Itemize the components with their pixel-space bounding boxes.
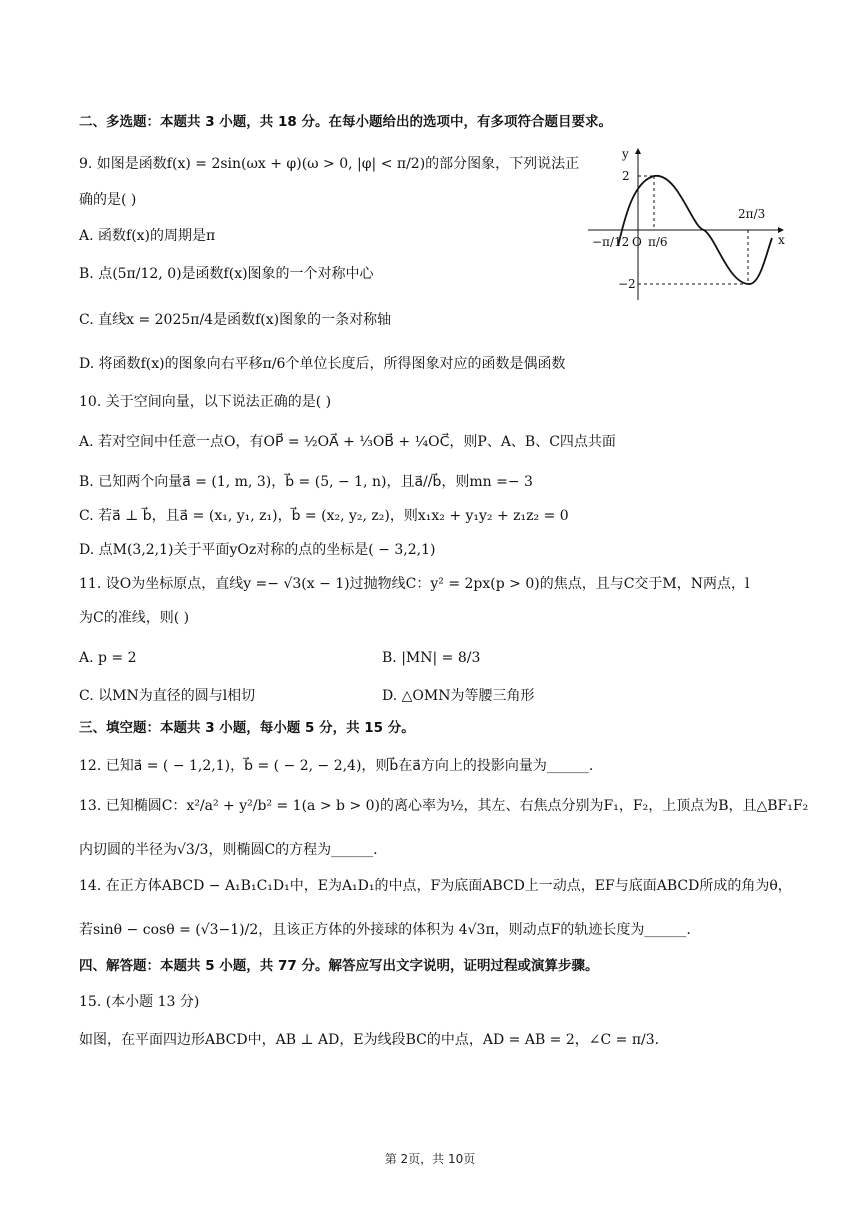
- y-max-label: 2: [622, 169, 630, 183]
- q13-line1: 13. 已知椭圆C：x²/a² + y²/b² = 1(a > b > 0)的离心率为½，其左、右焦点分别为F₁，F₂，上顶点为B，且△BF₁F₂: [79, 798, 809, 814]
- q10-option-a: A. 若对空间中任意一点O，有OP⃗ = ½OA⃗ + ⅓OB⃗ + ¼OC⃗，则P、A、B、C四点共面: [79, 434, 616, 450]
- q13-line2: 内切圆的半径为√3/3，则椭圆C的方程为______.: [79, 842, 378, 858]
- q11-option-d: D. △OMN为等腰三角形: [382, 688, 535, 704]
- y-axis-arrow: [635, 148, 641, 154]
- q15-heading: 15. (本小题 13 分): [79, 994, 200, 1010]
- x-left-label: −π/12: [592, 235, 630, 249]
- q9-stem-line2: 确的是( ): [79, 192, 137, 208]
- q9-stem-line1: 9. 如图是函数f(x) = 2sin(ωx + φ)(ω > 0, |φ| < π/2)的部分图象，下列说法正: [79, 156, 580, 172]
- q11-option-b: B. |MN| = 8/3: [382, 650, 481, 666]
- y-min-label: −2: [618, 277, 636, 291]
- y-axis-label: y: [622, 147, 629, 161]
- q14-line2: 若sinθ − cosθ = (√3−1)/2，且该正方体的外接球的体积为 4√3π，则动点F的轨迹长度为______.: [79, 922, 691, 938]
- q10-option-b: B. 已知两个向量a⃗ = (1, m, 3)，b⃗ = (5, − 1, n)，且a⃗//b⃗，则mn =− 3: [79, 474, 533, 490]
- q12: 12. 已知a⃗ = ( − 1,2,1)，b⃗ = ( − 2, − 2,4)，则b⃗在a⃗方向上的投影向量为______.: [79, 758, 594, 774]
- q10-option-c: C. 若a⃗ ⊥ b⃗，且a⃗ = (x₁, y₁, z₁)，b⃗ = (x₂, y₂, z₂)，则x₁x₂ + y₁y₂ + z₁z₂ = 0: [79, 508, 569, 524]
- q9-function-graph: [588, 142, 788, 302]
- q10-stem: 10. 关于空间向量，以下说法正确的是( ): [79, 394, 332, 410]
- q9-option-c: C. 直线x = 2025π/4是函数f(x)图象的一条对称轴: [79, 312, 392, 328]
- page-footer: 第 2页，共 10页: [384, 1152, 476, 1166]
- q10-option-d: D. 点M(3,2,1)关于平面yOz对称的点的坐标是( − 3,2,1): [79, 542, 436, 558]
- q9-option-d: D. 将函数f(x)的图象向右平移π/6个单位长度后，所得图象对应的函数是偶函数: [79, 356, 566, 372]
- q11-option-c: C. 以MN为直径的圆与l相切: [79, 688, 256, 704]
- q11-stem-line2: 为C的准线，则( ): [79, 610, 190, 626]
- x-trough-label: 2π/3: [738, 207, 766, 221]
- section-4-heading: 四、解答题：本题共 5 小题，共 77 分。解答应写出文字说明，证明过程或演算步骤。: [79, 958, 599, 974]
- q11-stem-line1: 11. 设O为坐标原点，直线y =− √3(x − 1)过抛物线C：y² = 2px(p > 0)的焦点，且与C交于M，N两点，l: [79, 576, 750, 592]
- q14-line1: 14. 在正方体ABCD − A₁B₁C₁D₁中，E为A₁D₁的中点，F为底面ABCD上一动点，EF与底面ABCD所成的角为θ，: [79, 878, 792, 894]
- x-peak-label: π/6: [648, 235, 668, 249]
- q9-option-b: B. 点(5π/12, 0)是函数f(x)图象的一个对称中心: [79, 266, 374, 282]
- x-axis-label: x: [778, 233, 785, 247]
- section-2-heading: 二、多选题：本题共 3 小题，共 18 分。在每小题给出的选项中，有多项符合题目要求。: [79, 114, 612, 130]
- q15-text: 如图，在平面四边形ABCD中，AB ⊥ AD，E为线段BC的中点，AD = AB = 2，∠C = π/3.: [79, 1032, 660, 1048]
- section-3-heading: 三、填空题：本题共 3 小题，每小题 5 分，共 15 分。: [79, 720, 415, 736]
- q11-option-a: A. p = 2: [79, 650, 137, 666]
- q9-option-a: A. 函数f(x)的周期是π: [79, 228, 216, 244]
- origin-label: O: [632, 235, 642, 249]
